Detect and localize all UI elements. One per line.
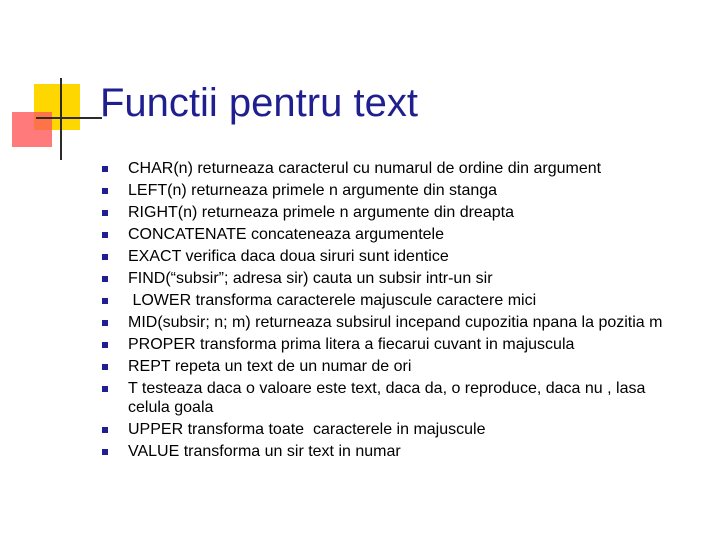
bullet-square-icon — [102, 342, 108, 348]
list-item-text: UPPER transforma toate caracterele in majuscule — [128, 420, 486, 438]
list-item-text: RIGHT(n) returneaza primele n argumente din dreapta — [128, 204, 514, 221]
list-item-text: LOWER transforma caracterele majuscule caractere mici — [128, 292, 537, 309]
list-item — [100, 160, 690, 179]
list-item — [100, 270, 690, 289]
list-item — [100, 292, 690, 311]
list-item-text: MID(subsir; n; m) returneaza subsirul incepand cupozitia npana la pozitia m — [128, 314, 663, 331]
bullet-square-icon — [102, 298, 108, 304]
slide-title: Functii pentru text — [100, 81, 418, 125]
list-item-text: REPT repeta un text de un numar de ori — [128, 358, 412, 375]
list-item — [100, 248, 690, 267]
list-item-text: EXACT verifica daca doua siruri sunt identice — [128, 248, 449, 265]
list-item-text: VALUE transforma un sir text in numar — [128, 442, 401, 460]
bullet-square-icon — [102, 449, 108, 455]
bullet-square-icon — [102, 427, 108, 433]
list-item — [100, 182, 690, 201]
bullet-square-icon — [102, 232, 108, 238]
list-item — [100, 226, 690, 245]
bullet-square-icon — [102, 320, 108, 326]
list-item — [100, 380, 690, 417]
bullet-square-icon — [102, 210, 108, 216]
list-item — [100, 421, 690, 440]
bullet-square-icon — [102, 386, 108, 392]
bullet-square-icon — [102, 188, 108, 194]
list-item — [100, 314, 690, 333]
list-item — [100, 358, 690, 377]
list-item — [100, 443, 690, 462]
list-item-text: FIND(“subsir”; adresa sir) cauta un subsir intr-un sir — [128, 270, 493, 287]
bullet-square-icon — [102, 276, 108, 282]
bullet-square-icon — [102, 364, 108, 370]
bullet-square-icon — [102, 166, 108, 172]
list-item — [100, 204, 690, 223]
list-item-text: T testeaza daca o valoare este text, daca da, o reproduce, daca nu , lasa celula goala — [128, 380, 650, 416]
list-item-text: LEFT(n) returneaza primele n argumente din stanga — [128, 182, 498, 199]
list-item-text: CHAR(n) returneaza caracterul cu numarul de ordine din argument — [128, 160, 602, 177]
bullet-square-icon — [102, 254, 108, 260]
list-item-text: PROPER transforma prima litera a fiecarui cuvant in majuscula — [128, 336, 575, 353]
list-item — [100, 336, 690, 355]
list-item-text: CONCATENATE concateneaza argumentele — [128, 226, 444, 243]
function-list — [100, 160, 690, 465]
